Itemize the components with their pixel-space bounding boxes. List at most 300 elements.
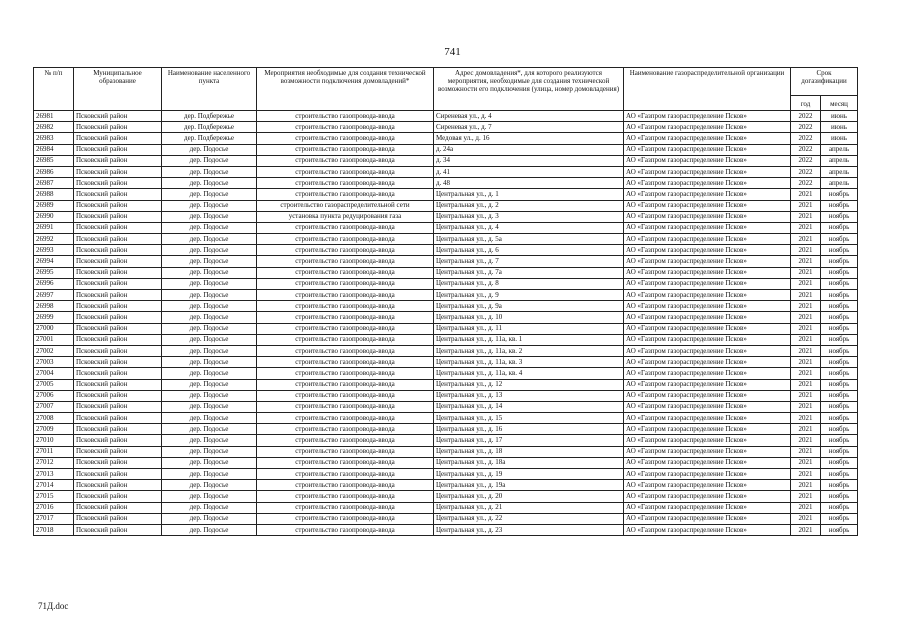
municipality-cell: Псковский район	[74, 491, 162, 502]
measure-cell: строительство газопровода-ввода	[257, 413, 434, 424]
measure-cell: строительство газопровода-ввода	[257, 189, 434, 200]
year-cell: 2022	[791, 155, 821, 166]
settlement-cell: дер. Подосье	[162, 368, 257, 379]
year-cell: 2021	[791, 312, 821, 323]
table-row	[34, 524, 858, 535]
organization-cell: АО «Газпром газораспределение Псков»	[624, 424, 791, 435]
table-row	[34, 278, 858, 289]
organization-cell: АО «Газпром газораспределение Псков»	[624, 334, 791, 345]
organization-cell: АО «Газпром газораспределение Псков»	[624, 290, 791, 301]
month-cell: ноябрь	[821, 211, 858, 222]
year-cell: 2021	[791, 457, 821, 468]
settlement-cell: дер. Подосье	[162, 222, 257, 233]
organization-cell: АО «Газпром газораспределение Псков»	[624, 278, 791, 289]
municipality-cell: Псковский район	[74, 312, 162, 323]
address-cell: Центральная ул., д. 11	[434, 323, 624, 334]
settlement-cell: дер. Подосье	[162, 245, 257, 256]
address-cell: Центральная ул., д. 7	[434, 256, 624, 267]
municipality-cell: Псковский район	[74, 323, 162, 334]
settlement-cell: дер. Подосье	[162, 390, 257, 401]
municipality-cell: Псковский район	[74, 513, 162, 524]
header-num: № п/п	[34, 68, 74, 111]
settlement-cell: дер. Подосье	[162, 424, 257, 435]
municipality-cell: Псковский район	[74, 345, 162, 356]
municipality-cell: Псковский район	[74, 357, 162, 368]
month-cell: ноябрь	[821, 502, 858, 513]
organization-cell: АО «Газпром газораспределение Псков»	[624, 245, 791, 256]
address-cell: Центральная ул., д. 16	[434, 424, 624, 435]
row-number-cell: 27012	[34, 457, 74, 468]
settlement-cell: дер. Подосье	[162, 379, 257, 390]
header-municipality: Муниципальное образование	[74, 68, 162, 111]
address-cell: Центральная ул., д. 19а	[434, 480, 624, 491]
organization-cell: АО «Газпром газораспределение Псков»	[624, 111, 791, 122]
table-row	[34, 133, 858, 144]
settlement-cell: дер. Подосье	[162, 345, 257, 356]
month-cell: ноябрь	[821, 301, 858, 312]
organization-cell: АО «Газпром газораспределение Псков»	[624, 502, 791, 513]
address-cell: Центральная ул., д. 22	[434, 513, 624, 524]
year-cell: 2021	[791, 222, 821, 233]
address-cell: д. 41	[434, 166, 624, 177]
year-cell: 2021	[791, 513, 821, 524]
municipality-cell: Псковский район	[74, 480, 162, 491]
measure-cell: строительство газопровода-ввода	[257, 178, 434, 189]
year-cell: 2021	[791, 446, 821, 457]
municipality-cell: Псковский район	[74, 122, 162, 133]
month-cell: ноябрь	[821, 256, 858, 267]
municipality-cell: Псковский район	[74, 446, 162, 457]
table-row	[34, 435, 858, 446]
municipality-cell: Псковский район	[74, 413, 162, 424]
organization-cell: АО «Газпром газораспределение Псков»	[624, 469, 791, 480]
address-cell: Центральная ул., д. 20	[434, 491, 624, 502]
row-number-cell: 26999	[34, 312, 74, 323]
organization-cell: АО «Газпром газораспределение Псков»	[624, 234, 791, 245]
municipality-cell: Псковский район	[74, 502, 162, 513]
organization-cell: АО «Газпром газораспределение Псков»	[624, 524, 791, 535]
table-row	[34, 424, 858, 435]
organization-cell: АО «Газпром газораспределение Псков»	[624, 166, 791, 177]
year-cell: 2021	[791, 368, 821, 379]
address-cell: Центральная ул., д. 19	[434, 469, 624, 480]
address-cell: Центральная ул., д. 8	[434, 278, 624, 289]
year-cell: 2022	[791, 133, 821, 144]
organization-cell: АО «Газпром газораспределение Псков»	[624, 256, 791, 267]
year-cell: 2021	[791, 234, 821, 245]
municipality-cell: Псковский район	[74, 189, 162, 200]
row-number-cell: 27013	[34, 469, 74, 480]
year-cell: 2021	[791, 345, 821, 356]
settlement-cell: дер. Подбережье	[162, 133, 257, 144]
organization-cell: АО «Газпром газораспределение Псков»	[624, 379, 791, 390]
month-cell: ноябрь	[821, 469, 858, 480]
table-row	[34, 379, 858, 390]
table-row	[34, 178, 858, 189]
organization-cell: АО «Газпром газораспределение Псков»	[624, 133, 791, 144]
table-row	[34, 345, 858, 356]
municipality-cell: Псковский район	[74, 278, 162, 289]
month-cell: ноябрь	[821, 345, 858, 356]
settlement-cell: дер. Подосье	[162, 200, 257, 211]
organization-cell: АО «Газпром газораспределение Псков»	[624, 446, 791, 457]
measure-cell: строительство газопровода-ввода	[257, 278, 434, 289]
measure-cell: строительство газопровода-ввода	[257, 357, 434, 368]
address-cell: Центральная ул., д. 12	[434, 379, 624, 390]
row-number-cell: 26982	[34, 122, 74, 133]
settlement-cell: дер. Подосье	[162, 457, 257, 468]
measure-cell: строительство газопровода-ввода	[257, 122, 434, 133]
year-cell: 2021	[791, 424, 821, 435]
municipality-cell: Псковский район	[74, 211, 162, 222]
table-row	[34, 491, 858, 502]
table-row	[34, 301, 858, 312]
settlement-cell: дер. Подосье	[162, 502, 257, 513]
measure-cell: строительство газопровода-ввода	[257, 144, 434, 155]
address-cell: Центральная ул., д. 11а, кв. 2	[434, 345, 624, 356]
organization-cell: АО «Газпром газораспределение Псков»	[624, 222, 791, 233]
year-cell: 2021	[791, 390, 821, 401]
year-cell: 2021	[791, 502, 821, 513]
year-cell: 2021	[791, 200, 821, 211]
measure-cell: строительство газопровода-ввода	[257, 401, 434, 412]
municipality-cell: Псковский район	[74, 200, 162, 211]
header-address: Адрес домовладения*, для которого реализуются мероприятия, необходимые для создания технической возможности его подключения (улица, номер домовладения)	[434, 68, 624, 111]
measure-cell: строительство газопровода-ввода	[257, 267, 434, 278]
organization-cell: АО «Газпром газораспределение Псков»	[624, 401, 791, 412]
measure-cell: строительство газопровода-ввода	[257, 435, 434, 446]
table-row	[34, 513, 858, 524]
measure-cell: строительство газопровода-ввода	[257, 513, 434, 524]
municipality-cell: Псковский район	[74, 290, 162, 301]
address-cell: Центральная ул., д. 4	[434, 222, 624, 233]
organization-cell: АО «Газпром газораспределение Псков»	[624, 357, 791, 368]
table-row	[34, 211, 858, 222]
measure-cell: строительство газопровода-ввода	[257, 502, 434, 513]
table-row	[34, 323, 858, 334]
month-cell: ноябрь	[821, 323, 858, 334]
month-cell: ноябрь	[821, 267, 858, 278]
row-number-cell: 26989	[34, 200, 74, 211]
year-cell: 2021	[791, 379, 821, 390]
address-cell: Центральная ул., д. 11а, кв. 3	[434, 357, 624, 368]
month-cell: ноябрь	[821, 446, 858, 457]
header-measures: Мероприятия необходимые для создания технической возможности подключения домовладений*	[257, 68, 434, 111]
header-month: месяц	[821, 96, 858, 111]
year-cell: 2021	[791, 278, 821, 289]
measure-cell: строительство газопровода-ввода	[257, 491, 434, 502]
header-year: год	[791, 96, 821, 111]
row-number-cell: 27002	[34, 345, 74, 356]
municipality-cell: Псковский район	[74, 144, 162, 155]
row-number-cell: 26995	[34, 267, 74, 278]
year-cell: 2021	[791, 334, 821, 345]
settlement-cell: дер. Подосье	[162, 469, 257, 480]
address-cell: д. 34	[434, 155, 624, 166]
municipality-cell: Псковский район	[74, 256, 162, 267]
row-number-cell: 27006	[34, 390, 74, 401]
year-cell: 2022	[791, 144, 821, 155]
month-cell: апрель	[821, 178, 858, 189]
month-cell: ноябрь	[821, 312, 858, 323]
settlement-cell: дер. Подбережье	[162, 122, 257, 133]
month-cell: ноябрь	[821, 189, 858, 200]
organization-cell: АО «Газпром газораспределение Псков»	[624, 413, 791, 424]
month-cell: ноябрь	[821, 379, 858, 390]
settlement-cell: дер. Подосье	[162, 323, 257, 334]
year-cell: 2021	[791, 189, 821, 200]
row-number-cell: 27001	[34, 334, 74, 345]
municipality-cell: Псковский район	[74, 390, 162, 401]
table-row	[34, 457, 858, 468]
organization-cell: АО «Газпром газораспределение Псков»	[624, 435, 791, 446]
municipality-cell: Псковский район	[74, 245, 162, 256]
row-number-cell: 27016	[34, 502, 74, 513]
year-cell: 2021	[791, 480, 821, 491]
year-cell: 2021	[791, 290, 821, 301]
organization-cell: АО «Газпром газораспределение Псков»	[624, 368, 791, 379]
row-number-cell: 26990	[34, 211, 74, 222]
organization-cell: АО «Газпром газораспределение Псков»	[624, 301, 791, 312]
month-cell: ноябрь	[821, 513, 858, 524]
header-org: Наименование газораспределительной организации	[624, 68, 791, 111]
address-cell: Центральная ул., д. 18	[434, 446, 624, 457]
year-cell: 2021	[791, 357, 821, 368]
month-cell: ноябрь	[821, 435, 858, 446]
address-cell: Центральная ул., д. 7а	[434, 267, 624, 278]
year-cell: 2021	[791, 491, 821, 502]
settlement-cell: дер. Подосье	[162, 234, 257, 245]
table-row	[34, 200, 858, 211]
table-row	[34, 234, 858, 245]
year-cell: 2021	[791, 211, 821, 222]
address-cell: Центральная ул., д. 11а, кв. 4	[434, 368, 624, 379]
row-number-cell: 27008	[34, 413, 74, 424]
measure-cell: строительство газопровода-ввода	[257, 345, 434, 356]
row-number-cell: 26992	[34, 234, 74, 245]
organization-cell: АО «Газпром газораспределение Псков»	[624, 457, 791, 468]
month-cell: ноябрь	[821, 290, 858, 301]
year-cell: 2022	[791, 178, 821, 189]
settlement-cell: дер. Подосье	[162, 413, 257, 424]
settlement-cell: дер. Подосье	[162, 301, 257, 312]
address-cell: Центральная ул., д. 6	[434, 245, 624, 256]
organization-cell: АО «Газпром газораспределение Псков»	[624, 200, 791, 211]
table-row	[34, 267, 858, 278]
month-cell: апрель	[821, 144, 858, 155]
address-cell: Центральная ул., д. 10	[434, 312, 624, 323]
table-row	[34, 155, 858, 166]
row-number-cell: 26984	[34, 144, 74, 155]
year-cell: 2021	[791, 267, 821, 278]
year-cell: 2021	[791, 245, 821, 256]
month-cell: ноябрь	[821, 480, 858, 491]
settlement-cell: дер. Подосье	[162, 256, 257, 267]
row-number-cell: 26991	[34, 222, 74, 233]
municipality-cell: Псковский район	[74, 178, 162, 189]
month-cell: апрель	[821, 166, 858, 177]
municipality-cell: Псковский район	[74, 301, 162, 312]
year-cell: 2022	[791, 111, 821, 122]
row-number-cell: 26985	[34, 155, 74, 166]
month-cell: ноябрь	[821, 424, 858, 435]
month-cell: ноябрь	[821, 491, 858, 502]
address-cell: Центральная ул., д. 14	[434, 401, 624, 412]
address-cell: Центральная ул., д. 5а	[434, 234, 624, 245]
organization-cell: АО «Газпром газораспределение Псков»	[624, 267, 791, 278]
organization-cell: АО «Газпром газораспределение Псков»	[624, 390, 791, 401]
measure-cell: строительство газопровода-ввода	[257, 469, 434, 480]
table-row	[34, 334, 858, 345]
year-cell: 2021	[791, 401, 821, 412]
row-number-cell: 26988	[34, 189, 74, 200]
measure-cell: строительство газопровода-ввода	[257, 446, 434, 457]
municipality-cell: Псковский район	[74, 457, 162, 468]
row-number-cell: 26996	[34, 278, 74, 289]
address-cell: Медовая ул., д. 16	[434, 133, 624, 144]
row-number-cell: 26993	[34, 245, 74, 256]
settlement-cell: дер. Подосье	[162, 334, 257, 345]
measure-cell: строительство газопровода-ввода	[257, 111, 434, 122]
month-cell: ноябрь	[821, 222, 858, 233]
year-cell: 2021	[791, 413, 821, 424]
row-number-cell: 27014	[34, 480, 74, 491]
table-row	[34, 111, 858, 122]
measure-cell: строительство газопровода-ввода	[257, 245, 434, 256]
settlement-cell: дер. Подосье	[162, 312, 257, 323]
settlement-cell: дер. Подосье	[162, 278, 257, 289]
measure-cell: строительство газопровода-ввода	[257, 155, 434, 166]
month-cell: ноябрь	[821, 245, 858, 256]
table-row	[34, 502, 858, 513]
year-cell: 2021	[791, 469, 821, 480]
settlement-cell: дер. Подосье	[162, 144, 257, 155]
month-cell: ноябрь	[821, 334, 858, 345]
row-number-cell: 27007	[34, 401, 74, 412]
page-number: 741	[444, 46, 461, 58]
municipality-cell: Псковский район	[74, 379, 162, 390]
settlement-cell: дер. Подбережье	[162, 111, 257, 122]
table-row	[34, 290, 858, 301]
row-number-cell: 26997	[34, 290, 74, 301]
settlement-cell: дер. Подосье	[162, 435, 257, 446]
measure-cell: строительство газопровода-ввода	[257, 334, 434, 345]
month-cell: ноябрь	[821, 234, 858, 245]
organization-cell: АО «Газпром газораспределение Псков»	[624, 122, 791, 133]
address-cell: д. 24а	[434, 144, 624, 155]
settlement-cell: дер. Подосье	[162, 267, 257, 278]
municipality-cell: Псковский район	[74, 155, 162, 166]
row-number-cell: 26983	[34, 133, 74, 144]
address-cell: Центральная ул., д. 23	[434, 524, 624, 535]
row-number-cell: 27000	[34, 323, 74, 334]
table-body	[34, 111, 858, 536]
row-number-cell: 27005	[34, 379, 74, 390]
settlement-cell: дер. Подосье	[162, 480, 257, 491]
row-number-cell: 26998	[34, 301, 74, 312]
table-row	[34, 256, 858, 267]
table-row	[34, 469, 858, 480]
measure-cell: строительство газопровода-ввода	[257, 312, 434, 323]
table-row	[34, 390, 858, 401]
header-settlement: Наименование населенного пункта	[162, 68, 257, 111]
row-number-cell: 27004	[34, 368, 74, 379]
municipality-cell: Псковский район	[74, 435, 162, 446]
month-cell: ноябрь	[821, 524, 858, 535]
month-cell: апрель	[821, 155, 858, 166]
header-deadline: Срок догазификации	[791, 68, 858, 96]
table-row	[34, 446, 858, 457]
table-row	[34, 144, 858, 155]
address-cell: Центральная ул., д. 9а	[434, 301, 624, 312]
table-row	[34, 368, 858, 379]
gasification-table	[33, 67, 858, 536]
row-number-cell: 27018	[34, 524, 74, 535]
table-row	[34, 166, 858, 177]
settlement-cell: дер. Подосье	[162, 166, 257, 177]
year-cell: 2021	[791, 323, 821, 334]
organization-cell: АО «Газпром газораспределение Псков»	[624, 513, 791, 524]
month-cell: ноябрь	[821, 278, 858, 289]
municipality-cell: Псковский район	[74, 267, 162, 278]
measure-cell: строительство газопровода-ввода	[257, 256, 434, 267]
month-cell: июнь	[821, 122, 858, 133]
address-cell: Центральная ул., д. 9	[434, 290, 624, 301]
table-row	[34, 189, 858, 200]
municipality-cell: Псковский район	[74, 469, 162, 480]
row-number-cell: 27017	[34, 513, 74, 524]
table-header	[34, 68, 858, 111]
table-row	[34, 122, 858, 133]
year-cell: 2022	[791, 122, 821, 133]
organization-cell: АО «Газпром газораспределение Псков»	[624, 491, 791, 502]
year-cell: 2021	[791, 435, 821, 446]
row-number-cell: 26994	[34, 256, 74, 267]
month-cell: ноябрь	[821, 368, 858, 379]
municipality-cell: Псковский район	[74, 222, 162, 233]
settlement-cell: дер. Подосье	[162, 357, 257, 368]
settlement-cell: дер. Подосье	[162, 401, 257, 412]
settlement-cell: дер. Подосье	[162, 513, 257, 524]
row-number-cell: 27009	[34, 424, 74, 435]
organization-cell: АО «Газпром газораспределение Псков»	[624, 144, 791, 155]
organization-cell: АО «Газпром газораспределение Псков»	[624, 155, 791, 166]
municipality-cell: Псковский район	[74, 334, 162, 345]
settlement-cell: дер. Подосье	[162, 290, 257, 301]
measure-cell: строительство газопровода-ввода	[257, 368, 434, 379]
month-cell: ноябрь	[821, 357, 858, 368]
measure-cell: строительство газопровода-ввода	[257, 301, 434, 312]
organization-cell: АО «Газпром газораспределение Псков»	[624, 480, 791, 491]
month-cell: ноябрь	[821, 401, 858, 412]
measure-cell: строительство газопровода-ввода	[257, 323, 434, 334]
municipality-cell: Псковский район	[74, 368, 162, 379]
address-cell: Центральная ул., д. 2	[434, 200, 624, 211]
measure-cell: строительство газопровода-ввода	[257, 234, 434, 245]
row-number-cell: 27015	[34, 491, 74, 502]
municipality-cell: Псковский район	[74, 524, 162, 535]
month-cell: ноябрь	[821, 200, 858, 211]
row-number-cell: 27010	[34, 435, 74, 446]
month-cell: ноябрь	[821, 457, 858, 468]
municipality-cell: Псковский район	[74, 133, 162, 144]
measure-cell: строительство газопровода-ввода	[257, 424, 434, 435]
measure-cell: строительство газопровода-ввода	[257, 457, 434, 468]
address-cell: д. 48	[434, 178, 624, 189]
municipality-cell: Псковский район	[74, 111, 162, 122]
measure-cell: строительство газопровода-ввода	[257, 290, 434, 301]
organization-cell: АО «Газпром газораспределение Псков»	[624, 323, 791, 334]
